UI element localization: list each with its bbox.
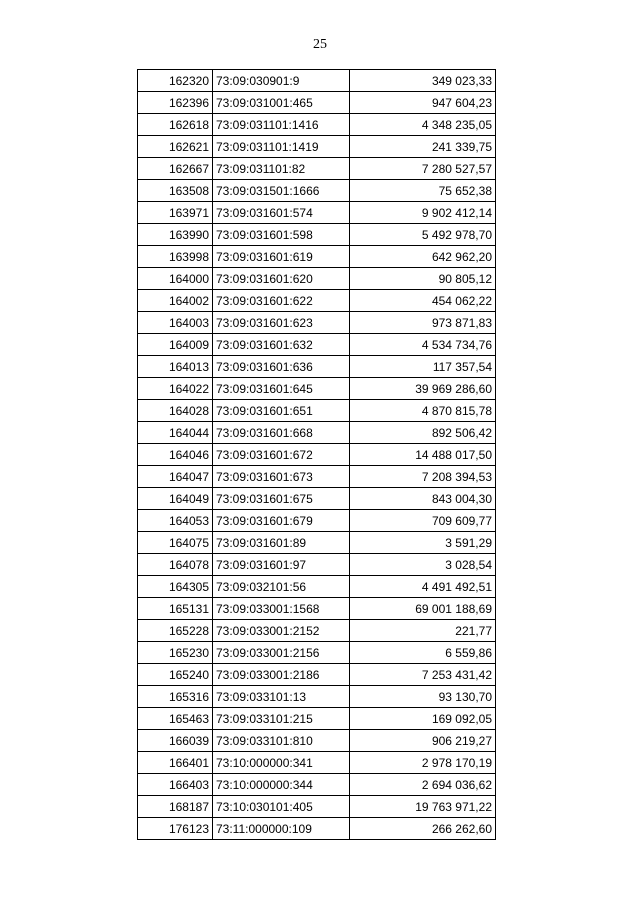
value-cell: 117 357,54 bbox=[350, 356, 496, 378]
table-row bbox=[138, 730, 496, 752]
value-cell: 906 219,27 bbox=[350, 730, 496, 752]
table-row bbox=[138, 554, 496, 576]
value-cell: 3 591,29 bbox=[350, 532, 496, 554]
row-id-cell: 165131 bbox=[138, 598, 213, 620]
value-cell: 973 871,83 bbox=[350, 312, 496, 334]
row-id-cell: 164002 bbox=[138, 290, 213, 312]
table-row bbox=[138, 246, 496, 268]
value-cell: 4 491 492,51 bbox=[350, 576, 496, 598]
table-row bbox=[138, 290, 496, 312]
cadastral-number-cell: 73:09:031601:598 bbox=[213, 224, 350, 246]
row-id-cell: 164046 bbox=[138, 444, 213, 466]
row-id-cell: 166401 bbox=[138, 752, 213, 774]
cadastral-number-cell: 73:09:033101:810 bbox=[213, 730, 350, 752]
table-row bbox=[138, 752, 496, 774]
cadastral-number-cell: 73:09:030901:9 bbox=[213, 70, 350, 92]
cadastral-number-cell: 73:09:033001:1568 bbox=[213, 598, 350, 620]
cadastral-number-cell: 73:09:033101:215 bbox=[213, 708, 350, 730]
table-row bbox=[138, 796, 496, 818]
table-row bbox=[138, 818, 496, 840]
value-cell: 6 559,86 bbox=[350, 642, 496, 664]
row-id-cell: 162621 bbox=[138, 136, 213, 158]
row-id-cell: 162396 bbox=[138, 92, 213, 114]
cadastral-number-cell: 73:09:031501:1666 bbox=[213, 180, 350, 202]
table-row bbox=[138, 268, 496, 290]
value-cell: 4 870 815,78 bbox=[350, 400, 496, 422]
row-id-cell: 162618 bbox=[138, 114, 213, 136]
table-row bbox=[138, 136, 496, 158]
cadastral-number-cell: 73:09:031601:632 bbox=[213, 334, 350, 356]
row-id-cell: 164009 bbox=[138, 334, 213, 356]
table-row bbox=[138, 774, 496, 796]
value-cell: 69 001 188,69 bbox=[350, 598, 496, 620]
cadastral-number-cell: 73:10:000000:341 bbox=[213, 752, 350, 774]
row-id-cell: 168187 bbox=[138, 796, 213, 818]
value-cell: 947 604,23 bbox=[350, 92, 496, 114]
row-id-cell: 164044 bbox=[138, 422, 213, 444]
table-row bbox=[138, 488, 496, 510]
cadastral-value-table bbox=[137, 69, 496, 840]
cadastral-number-cell: 73:09:033001:2186 bbox=[213, 664, 350, 686]
value-cell: 7 280 527,57 bbox=[350, 158, 496, 180]
row-id-cell: 163971 bbox=[138, 202, 213, 224]
value-cell: 93 130,70 bbox=[350, 686, 496, 708]
table-row bbox=[138, 686, 496, 708]
row-id-cell: 165230 bbox=[138, 642, 213, 664]
cadastral-number-cell: 73:09:031601:620 bbox=[213, 268, 350, 290]
value-cell: 2 978 170,19 bbox=[350, 752, 496, 774]
value-cell: 709 609,77 bbox=[350, 510, 496, 532]
value-cell: 4 348 235,05 bbox=[350, 114, 496, 136]
cadastral-number-cell: 73:09:033001:2156 bbox=[213, 642, 350, 664]
row-id-cell: 164075 bbox=[138, 532, 213, 554]
table-row bbox=[138, 510, 496, 532]
row-id-cell: 164000 bbox=[138, 268, 213, 290]
value-cell: 39 969 286,60 bbox=[350, 378, 496, 400]
cadastral-number-cell: 73:09:031601:636 bbox=[213, 356, 350, 378]
table-row bbox=[138, 664, 496, 686]
row-id-cell: 164028 bbox=[138, 400, 213, 422]
cadastral-number-cell: 73:09:031601:89 bbox=[213, 532, 350, 554]
value-cell: 642 962,20 bbox=[350, 246, 496, 268]
value-cell: 892 506,42 bbox=[350, 422, 496, 444]
value-cell: 2 694 036,62 bbox=[350, 774, 496, 796]
row-id-cell: 165316 bbox=[138, 686, 213, 708]
row-id-cell: 164305 bbox=[138, 576, 213, 598]
row-id-cell: 164049 bbox=[138, 488, 213, 510]
row-id-cell: 163998 bbox=[138, 246, 213, 268]
row-id-cell: 163990 bbox=[138, 224, 213, 246]
row-id-cell: 164047 bbox=[138, 466, 213, 488]
cadastral-number-cell: 73:09:032101:56 bbox=[213, 576, 350, 598]
cadastral-number-cell: 73:09:031601:645 bbox=[213, 378, 350, 400]
table-row bbox=[138, 334, 496, 356]
cadastral-number-cell: 73:09:031101:1419 bbox=[213, 136, 350, 158]
value-cell: 221,77 bbox=[350, 620, 496, 642]
value-cell: 9 902 412,14 bbox=[350, 202, 496, 224]
table-row bbox=[138, 444, 496, 466]
value-cell: 14 488 017,50 bbox=[350, 444, 496, 466]
cadastral-number-cell: 73:09:031601:574 bbox=[213, 202, 350, 224]
table-row bbox=[138, 224, 496, 246]
row-id-cell: 162320 bbox=[138, 70, 213, 92]
value-cell: 3 028,54 bbox=[350, 554, 496, 576]
cadastral-number-cell: 73:10:000000:344 bbox=[213, 774, 350, 796]
row-id-cell: 162667 bbox=[138, 158, 213, 180]
table-row bbox=[138, 356, 496, 378]
value-cell: 7 253 431,42 bbox=[350, 664, 496, 686]
cadastral-number-cell: 73:09:031601:675 bbox=[213, 488, 350, 510]
table-row bbox=[138, 598, 496, 620]
value-cell: 4 534 734,76 bbox=[350, 334, 496, 356]
row-id-cell: 165228 bbox=[138, 620, 213, 642]
table-row bbox=[138, 312, 496, 334]
table-row bbox=[138, 642, 496, 664]
table-row bbox=[138, 114, 496, 136]
table-row bbox=[138, 70, 496, 92]
row-id-cell: 166039 bbox=[138, 730, 213, 752]
row-id-cell: 165240 bbox=[138, 664, 213, 686]
cadastral-number-cell: 73:11:000000:109 bbox=[213, 818, 350, 840]
cadastral-number-cell: 73:09:031601:651 bbox=[213, 400, 350, 422]
table-row bbox=[138, 576, 496, 598]
row-id-cell: 164013 bbox=[138, 356, 213, 378]
value-cell: 90 805,12 bbox=[350, 268, 496, 290]
cadastral-number-cell: 73:09:033101:13 bbox=[213, 686, 350, 708]
value-cell: 843 004,30 bbox=[350, 488, 496, 510]
row-id-cell: 164078 bbox=[138, 554, 213, 576]
table-row bbox=[138, 158, 496, 180]
cadastral-number-cell: 73:09:031601:673 bbox=[213, 466, 350, 488]
row-id-cell: 166403 bbox=[138, 774, 213, 796]
value-cell: 75 652,38 bbox=[350, 180, 496, 202]
value-cell: 349 023,33 bbox=[350, 70, 496, 92]
cadastral-number-cell: 73:10:030101:405 bbox=[213, 796, 350, 818]
table-row bbox=[138, 92, 496, 114]
cadastral-number-cell: 73:09:031601:679 bbox=[213, 510, 350, 532]
table-row bbox=[138, 378, 496, 400]
cadastral-number-cell: 73:09:031601:622 bbox=[213, 290, 350, 312]
cadastral-number-cell: 73:09:031101:82 bbox=[213, 158, 350, 180]
row-id-cell: 176123 bbox=[138, 818, 213, 840]
table-row bbox=[138, 400, 496, 422]
value-cell: 454 062,22 bbox=[350, 290, 496, 312]
value-cell: 5 492 978,70 bbox=[350, 224, 496, 246]
table-row bbox=[138, 202, 496, 224]
cadastral-number-cell: 73:09:033001:2152 bbox=[213, 620, 350, 642]
value-cell: 266 262,60 bbox=[350, 818, 496, 840]
value-cell: 169 092,05 bbox=[350, 708, 496, 730]
table-row bbox=[138, 532, 496, 554]
table-row bbox=[138, 180, 496, 202]
cadastral-number-cell: 73:09:031601:619 bbox=[213, 246, 350, 268]
cadastral-number-cell: 73:09:031601:623 bbox=[213, 312, 350, 334]
row-id-cell: 164053 bbox=[138, 510, 213, 532]
cadastral-number-cell: 73:09:031601:668 bbox=[213, 422, 350, 444]
value-cell: 241 339,75 bbox=[350, 136, 496, 158]
table-body bbox=[138, 70, 496, 840]
row-id-cell: 165463 bbox=[138, 708, 213, 730]
row-id-cell: 163508 bbox=[138, 180, 213, 202]
cadastral-number-cell: 73:09:031101:1416 bbox=[213, 114, 350, 136]
cadastral-number-cell: 73:09:031601:672 bbox=[213, 444, 350, 466]
table-row bbox=[138, 708, 496, 730]
row-id-cell: 164022 bbox=[138, 378, 213, 400]
cadastral-number-cell: 73:09:031601:97 bbox=[213, 554, 350, 576]
row-id-cell: 164003 bbox=[138, 312, 213, 334]
table-row bbox=[138, 620, 496, 642]
table-row bbox=[138, 466, 496, 488]
cadastral-number-cell: 73:09:031001:465 bbox=[213, 92, 350, 114]
value-cell: 7 208 394,53 bbox=[350, 466, 496, 488]
value-cell: 19 763 971,22 bbox=[350, 796, 496, 818]
page-number: 25 bbox=[313, 37, 327, 52]
table-row bbox=[138, 422, 496, 444]
